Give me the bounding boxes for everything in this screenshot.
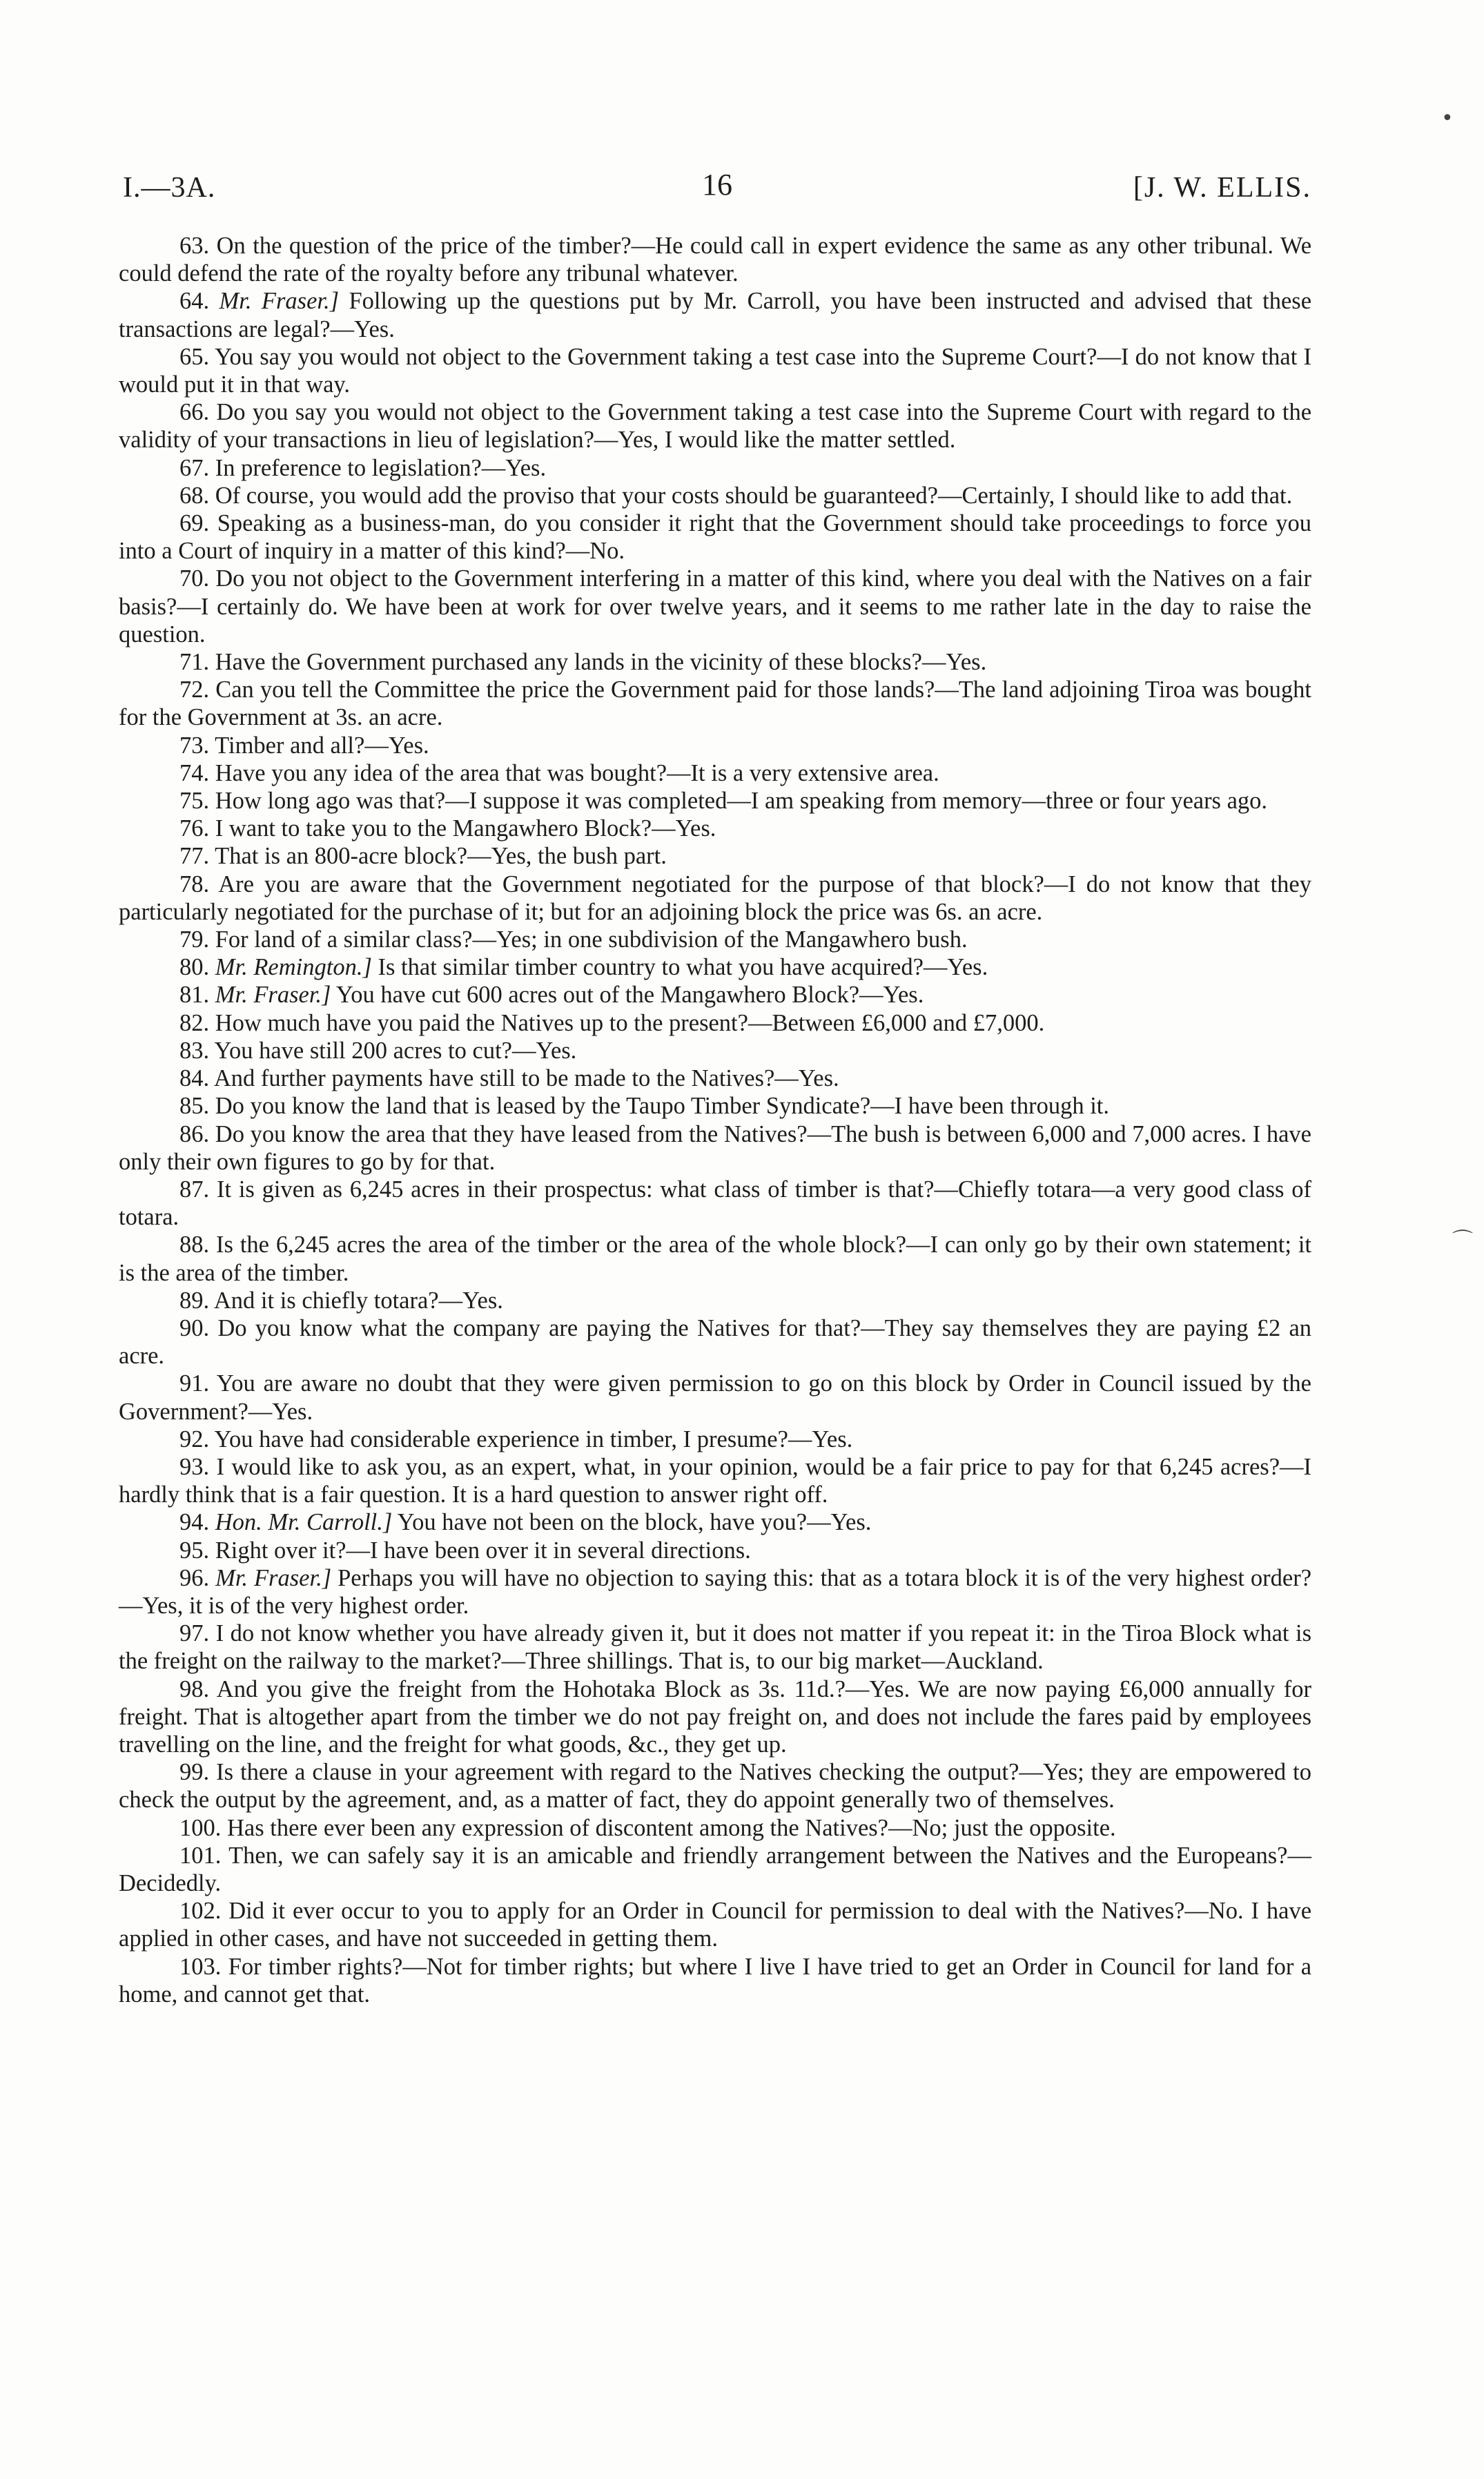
entry-text: Perhaps you will have no objection to saying this: that as a totara block it is of the very highest order?—Yes, it is of the very highest order. xyxy=(119,1564,1312,1619)
entry-number: 67. xyxy=(179,454,210,481)
entry-number: 70. xyxy=(179,565,210,592)
qa-entry xyxy=(119,1758,1311,1814)
entry-text: I do not know whether you have already given it, but it does not matter if you repeat it: in the Tiroa Block what is the freight on the railway to the market?—Three shillings. That is, to our big market—Auckland. xyxy=(119,1620,1311,1675)
qa-entry xyxy=(119,1508,1311,1536)
qa-entry xyxy=(119,1287,1311,1314)
entry-number: 84. xyxy=(179,1065,210,1092)
qa-entry xyxy=(119,1009,1311,1037)
entry-text: Is that similar timber country to what you have acquired?—Yes. xyxy=(378,954,988,981)
entry-text: How much have you paid the Natives up to the present?—Between £6,000 and £7,000. xyxy=(215,1009,1045,1036)
entry-number: 98. xyxy=(179,1675,210,1702)
entry-number: 77. xyxy=(179,843,210,870)
qa-entry xyxy=(119,676,1311,731)
evidence-body xyxy=(119,232,1311,2008)
qa-entry xyxy=(119,1620,1311,1675)
qa-entry xyxy=(119,232,1311,287)
qa-entry xyxy=(119,1314,1311,1370)
qa-entry xyxy=(119,842,1311,870)
entry-number: 82. xyxy=(179,1009,210,1036)
entry-number: 73. xyxy=(179,732,210,759)
qa-entry xyxy=(119,509,1311,565)
entry-text: It is given as 6,245 acres in their prospectus: what class of timber is that?—Chiefly totara—a very good class of totara. xyxy=(119,1176,1312,1231)
qa-entry xyxy=(119,1370,1311,1425)
entry-text: Timber and all?—Yes. xyxy=(215,732,429,759)
qa-entry xyxy=(119,1564,1311,1620)
entry-number: 85. xyxy=(179,1093,210,1120)
entry-number: 87. xyxy=(179,1176,210,1203)
entry-text: Have the Government purchased any lands in the vicinity of these blocks?—Yes. xyxy=(215,649,987,676)
entry-text: In preference to legislation?—Yes. xyxy=(215,454,547,481)
qa-entry xyxy=(119,1453,1311,1508)
qa-entry xyxy=(119,1176,1311,1231)
qa-entry xyxy=(119,482,1311,509)
entry-number: 90. xyxy=(179,1314,210,1341)
entry-number: 100. xyxy=(179,1814,222,1841)
scan-mark: • xyxy=(1441,106,1454,130)
scan-mark: ⌒ xyxy=(1452,1229,1473,1253)
qa-entry xyxy=(119,1953,1311,2008)
speaker-label: Mr. Fraser.] xyxy=(219,288,340,315)
qa-entry xyxy=(119,1537,1311,1564)
entry-text: Has there ever been any expression of discontent among the Natives?—No; just the opposite. xyxy=(227,1814,1116,1841)
entry-text: And further payments have still to be made to the Natives?—Yes. xyxy=(213,1065,839,1092)
entry-number: 96. xyxy=(179,1564,210,1591)
qa-entry xyxy=(119,1426,1311,1453)
report-reference: I.—3A. xyxy=(123,172,216,204)
entry-text: And it is chiefly totara?—Yes. xyxy=(213,1287,503,1314)
entry-text: Is there a clause in your agreement with regard to the Natives checking the output?—Yes; they are empowered to check the output by the agreement, and, as a matter of fact, they do appoint generally two of themselves. xyxy=(119,1759,1311,1814)
entry-text: You have cut 600 acres out of the Mangawhero Block?—Yes. xyxy=(335,982,924,1009)
entry-number: 71. xyxy=(179,649,210,676)
entry-text: For timber rights?—Not for timber rights; but where I live I have tried to get an Order in Council for land for a home, and cannot get that. xyxy=(119,1953,1312,2007)
entry-number: 72. xyxy=(179,677,210,703)
entry-text: Do you know the area that they have leased from the Natives?—The bush is between 6,000 and 7,000 acres. I have only their own figures to go by for that. xyxy=(119,1120,1311,1175)
qa-entry xyxy=(119,1897,1311,1952)
entry-text: Have you any idea of the area that was bought?—It is a very extensive area. xyxy=(215,759,939,786)
entry-text: I want to take you to the Mangawhero Block?—Yes. xyxy=(215,815,716,842)
speaker-label: Mr. Fraser.] xyxy=(215,1564,332,1591)
entry-text: Did it ever occur to you to apply for an Order in Council for permission to deal with the Natives?—No. I have applied in other cases, and have not succeeded in getting them. xyxy=(119,1898,1312,1952)
entry-number: 66. xyxy=(179,399,210,426)
entry-text: You say you would not object to the Government taking a test case into the Supreme Court?—I do not know that I would put it in that way. xyxy=(119,343,1311,398)
speaker-label: Mr. Fraser.] xyxy=(215,982,331,1009)
entry-text: Do you say you would not object to the Government taking a test case into the Supreme Court with regard to the validity of your transactions in lieu of legislation?—Yes, I would like the matter settled. xyxy=(119,399,1312,454)
qa-entry xyxy=(119,871,1311,926)
entry-text: Do you not object to the Government interfering in a matter of this kind, where you deal with the Natives on a fair basis?—I certainly do. We have been at work for over twelve years, and it seems to me rather late in the day to raise the question. xyxy=(119,565,1312,648)
entry-number: 93. xyxy=(179,1453,210,1480)
entry-text: How long ago was that?—I suppose it was completed—I am speaking from memory—three or four years ago. xyxy=(215,788,1268,815)
entry-text: I would like to ask you, as an expert, what, in your opinion, would be a fair price to pay for that 6,245 acres?—I hardly think that is a fair question. It is a hard question to answer right off. xyxy=(119,1453,1311,1508)
qa-entry xyxy=(119,287,1311,342)
qa-entry xyxy=(119,1814,1311,1842)
entry-number: 81. xyxy=(179,982,210,1009)
entry-number: 89. xyxy=(179,1287,210,1314)
entry-text: Are you are aware that the Government negotiated for the purpose of that block?—I do not know that they particularly negotiated for the purchase of it; but for an adjoining block the price was 6s. an acre. xyxy=(119,871,1311,925)
entry-text: Speaking as a business-man, do you consider it right that the Government should take proceedings to force you into a Court of inquiry in a matter of this kind?—No. xyxy=(119,510,1311,565)
entry-number: 101. xyxy=(179,1842,222,1869)
entry-text: Following up the questions put by Mr. Carroll, you have been instructed and advised that these transactions are legal?—Yes. xyxy=(119,288,1312,342)
entry-text: On the question of the price of the timber?—He could call in expert evidence the same as any other tribunal. We could defend the rate of the royalty before any tribunal whatever. xyxy=(119,233,1312,287)
entry-text: Right over it?—I have been over it in several directions. xyxy=(215,1537,751,1564)
entry-number: 64. xyxy=(179,288,210,315)
entry-text: Then, we can safely say it is an amicable and friendly arrangement between the Natives and the Europeans?—Decidedly. xyxy=(119,1842,1311,1896)
entry-text: That is an 800-acre block?—Yes, the bush part. xyxy=(215,843,667,870)
entry-text: Do you know the land that is leased by the Taupo Timber Syndicate?—I have been through it. xyxy=(215,1093,1109,1120)
qa-entry xyxy=(119,732,1311,759)
entry-text: You have not been on the block, have you?—Yes. xyxy=(397,1509,872,1536)
entry-number: 91. xyxy=(179,1370,210,1397)
entry-number: 97. xyxy=(179,1620,210,1647)
entry-text: Of course, you would add the proviso that your costs should be guaranteed?—Certainly, I should like to add that. xyxy=(215,482,1293,509)
witness-name: [J. W. ELLIS. xyxy=(1133,172,1311,204)
entry-number: 80. xyxy=(179,954,210,981)
entry-number: 78. xyxy=(179,871,210,897)
entry-number: 68. xyxy=(179,482,210,509)
qa-entry xyxy=(119,398,1311,454)
entry-text: And you give the freight from the Hohotaka Block as 3s. 11d.?—Yes. We are now paying £6,000 annually for freight. That is altogether apart from the timber we do not pay freight on, and does not include the fares paid by employees travelling on the line, and the freight for what goods, &c., they get up. xyxy=(119,1675,1311,1758)
page-header xyxy=(123,168,1311,210)
entry-text: For land of a similar class?—Yes; in one subdivision of the Mangawhero bush. xyxy=(215,926,968,953)
qa-entry xyxy=(119,1842,1311,1897)
entry-number: 86. xyxy=(179,1120,210,1147)
entry-number: 75. xyxy=(179,788,210,815)
entry-number: 94. xyxy=(179,1509,210,1536)
entry-text: You have still 200 acres to cut?—Yes. xyxy=(214,1037,577,1064)
entry-number: 65. xyxy=(179,343,210,370)
entry-text: You are aware no doubt that they were given permission to go on this block by Order in Council issued by the Government?—Yes. xyxy=(119,1370,1311,1425)
qa-entry xyxy=(119,1231,1311,1286)
entry-number: 99. xyxy=(179,1759,210,1786)
speaker-label: Mr. Remington.] xyxy=(215,954,372,981)
entry-number: 83. xyxy=(179,1037,210,1064)
entry-number: 92. xyxy=(179,1426,210,1452)
entry-number: 76. xyxy=(179,815,210,842)
qa-entry xyxy=(119,759,1311,787)
entry-number: 103. xyxy=(179,1953,222,1980)
entry-number: 88. xyxy=(179,1232,210,1258)
entry-number: 63. xyxy=(179,233,210,259)
qa-entry xyxy=(119,1092,1311,1120)
qa-entry xyxy=(119,1120,1311,1176)
entry-text: Do you know what the company are paying the Natives for that?—They say themselves they are paying £2 an acre. xyxy=(119,1314,1312,1370)
entry-number: 69. xyxy=(179,510,210,537)
entry-text: You have had considerable experience in timber, I presume?—Yes. xyxy=(214,1426,853,1452)
entry-text: Can you tell the Committee the price the Government paid for those lands?—The land adjoining Tiroa was bought for the Government at 3s. an acre. xyxy=(119,677,1312,731)
qa-entry xyxy=(119,648,1311,676)
qa-entry xyxy=(119,926,1311,953)
speaker-label: Hon. Mr. Carroll.] xyxy=(215,1509,393,1536)
entry-text: Is the 6,245 acres the area of the timber or the area of the whole block?—I can only go by their own statement; it is the area of the timber. xyxy=(119,1232,1311,1286)
entry-number: 79. xyxy=(179,926,210,953)
entry-number: 74. xyxy=(179,759,210,786)
qa-entry xyxy=(119,815,1311,842)
qa-entry xyxy=(119,1037,1311,1064)
page-number: 16 xyxy=(702,168,732,202)
qa-entry xyxy=(119,953,1311,981)
qa-entry xyxy=(119,343,1311,398)
qa-entry xyxy=(119,787,1311,815)
qa-entry xyxy=(119,981,1311,1009)
qa-entry xyxy=(119,1675,1311,1759)
qa-entry xyxy=(119,565,1311,648)
entry-number: 102. xyxy=(179,1898,222,1925)
entry-number: 95. xyxy=(179,1537,210,1564)
qa-entry xyxy=(119,1064,1311,1092)
qa-entry xyxy=(119,454,1311,482)
